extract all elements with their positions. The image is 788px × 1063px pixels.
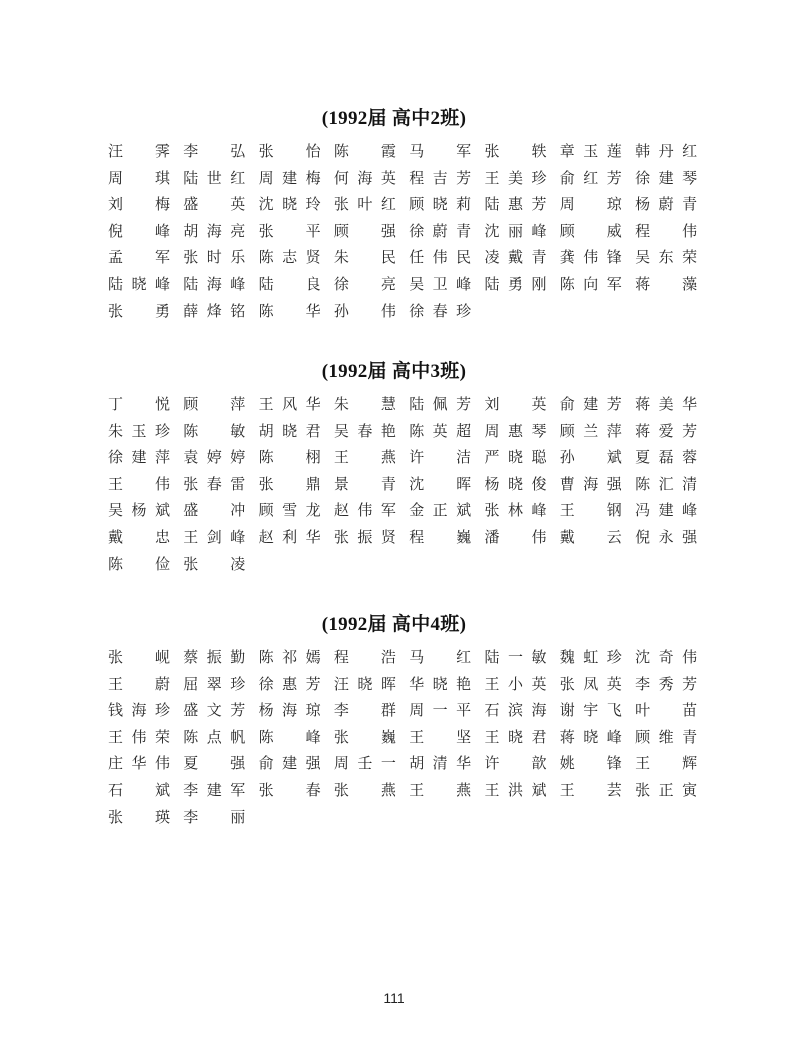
student-name: 吴 东 荣 (635, 248, 698, 267)
student-name: 顾 晓 莉 (409, 195, 472, 214)
student-name: 陈 霞 (333, 142, 396, 160)
student-name: 胡 晓 君 (258, 421, 321, 440)
student-name: 周 惠 琴 (484, 421, 547, 440)
student-name: 张 时 乐 (183, 248, 246, 267)
student-name: 陆 晓 峰 (108, 274, 170, 293)
student-name: 程 巍 (409, 527, 472, 546)
student-name: 张 巍 (333, 727, 396, 746)
name-row (108, 753, 708, 780)
student-name: 顾 强 (333, 221, 396, 240)
student-name: 赵 伟 军 (333, 501, 396, 520)
student-name: 徐 亮 (333, 274, 396, 293)
student-name: 张 瑛 (108, 807, 170, 826)
student-name: 刘 梅 (108, 195, 170, 214)
student-name: 吴 杨 斌 (108, 501, 170, 520)
student-name: 王 伟 (108, 474, 170, 493)
student-name: 夏 强 (183, 754, 246, 773)
student-name: 程 浩 (333, 648, 396, 666)
student-name: 景 青 (333, 474, 396, 493)
student-name: 陆 一 敏 (484, 648, 547, 666)
student-name: 李 弘 (183, 142, 246, 160)
student-name: 张 鼎 (258, 474, 321, 493)
name-row (108, 727, 708, 754)
student-name: 陆 惠 芳 (484, 195, 547, 214)
student-name: 沈 晓 玲 (258, 195, 321, 214)
student-name: 韩 丹 红 (635, 142, 698, 160)
student-name: 王 美 珍 (484, 168, 547, 187)
student-name: 王 晓 君 (484, 727, 547, 746)
student-name: 王 辉 (635, 754, 698, 773)
student-name: 朱 慧 (333, 395, 396, 413)
section-title: (1992届 高中4班) (321, 614, 467, 635)
name-list (108, 394, 708, 580)
student-name: 盛 冲 (183, 501, 246, 520)
student-name: 王 芸 (559, 780, 622, 799)
student-name: 周 建 梅 (258, 168, 321, 187)
name-list (108, 647, 708, 833)
name-list (108, 141, 708, 327)
student-name: 王 燕 (333, 448, 396, 467)
student-name: 蔡 振 勤 (183, 648, 246, 666)
student-name: 陈 汇 清 (635, 474, 698, 493)
student-name: 陈 华 (258, 301, 321, 320)
student-name: 赵 利 华 (258, 527, 321, 546)
name-row (108, 168, 708, 195)
student-name: 孙 斌 (559, 448, 622, 467)
student-name: 张 正 寅 (635, 780, 698, 799)
student-name: 陆 世 红 (183, 168, 246, 187)
student-name: 王 风 华 (258, 395, 321, 413)
student-name: 张 春 (258, 780, 321, 799)
student-name: 陈 祁 嫣 (258, 648, 321, 666)
name-row (108, 554, 708, 581)
student-name: 倪 永 强 (635, 527, 698, 546)
student-name: 俞 红 芳 (559, 168, 622, 187)
name-row (108, 421, 708, 448)
student-name: 曹 海 强 (559, 474, 622, 493)
student-name: 周 琼 (559, 195, 622, 214)
name-row (108, 141, 708, 168)
student-name: 叶 苗 (635, 701, 698, 720)
student-name: 何 海 英 (333, 168, 396, 187)
student-name: 陈 英 超 (409, 421, 472, 440)
student-name: 张 平 (258, 221, 321, 240)
student-name: 薛 烽 铭 (183, 301, 246, 320)
student-name: 屈 翠 珍 (183, 674, 246, 693)
student-name: 许 歆 (484, 754, 547, 773)
name-row (108, 474, 708, 501)
student-name: 王 剑 峰 (183, 527, 246, 546)
student-name: 王 洪 斌 (484, 780, 547, 799)
student-name: 石 斌 (108, 780, 170, 799)
student-name: 李 丽 (183, 807, 246, 826)
student-name: 王 钢 (559, 501, 622, 520)
student-name: 陈 峰 (258, 727, 321, 746)
student-name: 杨 海 琼 (258, 701, 321, 720)
student-name: 陆 良 (258, 274, 321, 293)
student-name: 钱 海 珍 (108, 701, 170, 720)
name-row (108, 780, 708, 807)
student-name: 顾 萍 (183, 395, 246, 413)
student-name: 顾 兰 萍 (559, 421, 622, 440)
student-name: 胡 海 亮 (183, 221, 246, 240)
student-name: 王 蔚 (108, 674, 170, 693)
name-row (108, 700, 708, 727)
student-name: 陆 海 峰 (183, 274, 246, 293)
name-row (108, 647, 708, 674)
student-name: 程 吉 芳 (409, 168, 472, 187)
student-name: 徐 春 珍 (409, 301, 472, 320)
student-name: 沈 奇 伟 (635, 648, 698, 666)
student-name: 杨 晓 俊 (484, 474, 547, 493)
student-name: 汪 晓 晖 (333, 674, 396, 693)
name-row (108, 447, 708, 474)
student-name: 丁 悦 (108, 395, 170, 413)
student-name: 陈 向 军 (559, 274, 622, 293)
name-row (108, 807, 708, 834)
student-name: 蒋 爱 芳 (635, 421, 698, 440)
student-name: 张 凤 英 (559, 674, 622, 693)
student-name: 许 洁 (409, 448, 472, 467)
student-name: 汪 霁 (108, 142, 170, 160)
student-name: 徐 惠 芳 (258, 674, 321, 693)
student-name: 俞 建 芳 (559, 395, 622, 413)
student-name: 姚 锋 (559, 754, 622, 773)
student-name: 华 晓 艳 (409, 674, 472, 693)
student-name: 王 小 英 (484, 674, 547, 693)
student-name: 陆 勇 刚 (484, 274, 547, 293)
student-name: 王 坚 (409, 727, 472, 746)
student-name: 朱 玉 珍 (108, 421, 170, 440)
student-name: 俞 建 强 (258, 754, 321, 773)
student-name: 周 壬 一 (333, 754, 396, 773)
student-name: 章 玉 莲 (559, 142, 622, 160)
name-row (108, 500, 708, 527)
student-name: 王 燕 (409, 780, 472, 799)
student-name: 陈 俭 (108, 554, 170, 573)
student-name: 张 怡 (258, 142, 321, 160)
student-name: 戴 忠 (108, 527, 170, 546)
student-name: 张 叶 红 (333, 195, 396, 214)
student-name: 张 振 贤 (333, 527, 396, 546)
student-name: 孙 伟 (333, 301, 396, 320)
student-name: 吴 卫 峰 (409, 274, 472, 293)
name-row (108, 247, 708, 274)
student-name: 李 建 军 (183, 780, 246, 799)
student-name: 戴 云 (559, 527, 622, 546)
student-name: 李 秀 芳 (635, 674, 698, 693)
name-row (108, 194, 708, 221)
name-row (108, 674, 708, 701)
student-name: 冯 建 峰 (635, 501, 698, 520)
student-name: 张 春 雷 (183, 474, 246, 493)
student-name: 周 琪 (108, 168, 170, 187)
student-name: 夏 磊 蓉 (635, 448, 698, 467)
student-name: 石 滨 海 (484, 701, 547, 720)
name-row (108, 301, 708, 328)
student-name: 庄 华 伟 (108, 754, 170, 773)
student-name: 吴 春 艳 (333, 421, 396, 440)
name-row (108, 221, 708, 248)
student-name: 张 勇 (108, 301, 170, 320)
name-row (108, 527, 708, 554)
student-name: 马 红 (409, 648, 472, 666)
student-name: 张 轶 (484, 142, 547, 160)
student-name: 魏 虹 珍 (559, 648, 622, 666)
student-name: 程 伟 (635, 221, 698, 240)
student-name: 沈 丽 峰 (484, 221, 547, 240)
section-title: (1992届 高中3班) (321, 361, 467, 382)
student-name: 胡 清 华 (409, 754, 472, 773)
student-name: 任 伟 民 (409, 248, 472, 267)
student-name: 马 军 (409, 142, 472, 160)
student-name: 张 凌 (183, 554, 246, 573)
student-name: 倪 峰 (108, 221, 170, 240)
student-name: 朱 民 (333, 248, 396, 267)
student-name: 金 正 斌 (409, 501, 472, 520)
page-number: 111 (383, 990, 405, 1006)
student-name: 蒋 美 华 (635, 395, 698, 413)
student-name: 蒋 晓 峰 (559, 727, 622, 746)
student-name: 凌 戴 青 (484, 248, 547, 267)
student-name: 周 一 平 (409, 701, 472, 720)
student-name: 袁 婷 婷 (183, 448, 246, 467)
student-name: 蒋 藻 (635, 274, 698, 293)
student-name: 陆 佩 芳 (409, 395, 472, 413)
student-name: 沈 晖 (409, 474, 472, 493)
student-name: 孟 军 (108, 248, 170, 267)
student-name: 严 晓 聪 (484, 448, 547, 467)
student-name: 陈 志 贤 (258, 248, 321, 267)
student-name: 陈 敏 (183, 421, 246, 440)
student-name: 盛 文 芳 (183, 701, 246, 720)
student-name: 杨 蔚 青 (635, 195, 698, 214)
student-name: 张 燕 (333, 780, 396, 799)
student-name: 盛 英 (183, 195, 246, 214)
student-name: 潘 伟 (484, 527, 547, 546)
student-name: 陈 点 帆 (183, 727, 246, 746)
student-name: 刘 英 (484, 395, 547, 413)
name-row (108, 394, 708, 421)
student-name: 顾 雪 龙 (258, 501, 321, 520)
student-name: 龚 伟 锋 (559, 248, 622, 267)
student-name: 陈 栩 (258, 448, 321, 467)
student-name: 李 群 (333, 701, 396, 720)
student-name: 徐 蔚 青 (409, 221, 472, 240)
student-name: 徐 建 琴 (635, 168, 698, 187)
student-name: 王 伟 荣 (108, 727, 170, 746)
student-name: 徐 建 萍 (108, 448, 170, 467)
student-name: 谢 宇 飞 (559, 701, 622, 720)
name-row (108, 274, 708, 301)
student-name: 顾 维 青 (635, 727, 698, 746)
student-name: 张 林 峰 (484, 501, 547, 520)
student-name: 顾 威 (559, 221, 622, 240)
student-name: 张 岘 (108, 648, 170, 666)
section-title: (1992届 高中2班) (321, 108, 467, 129)
